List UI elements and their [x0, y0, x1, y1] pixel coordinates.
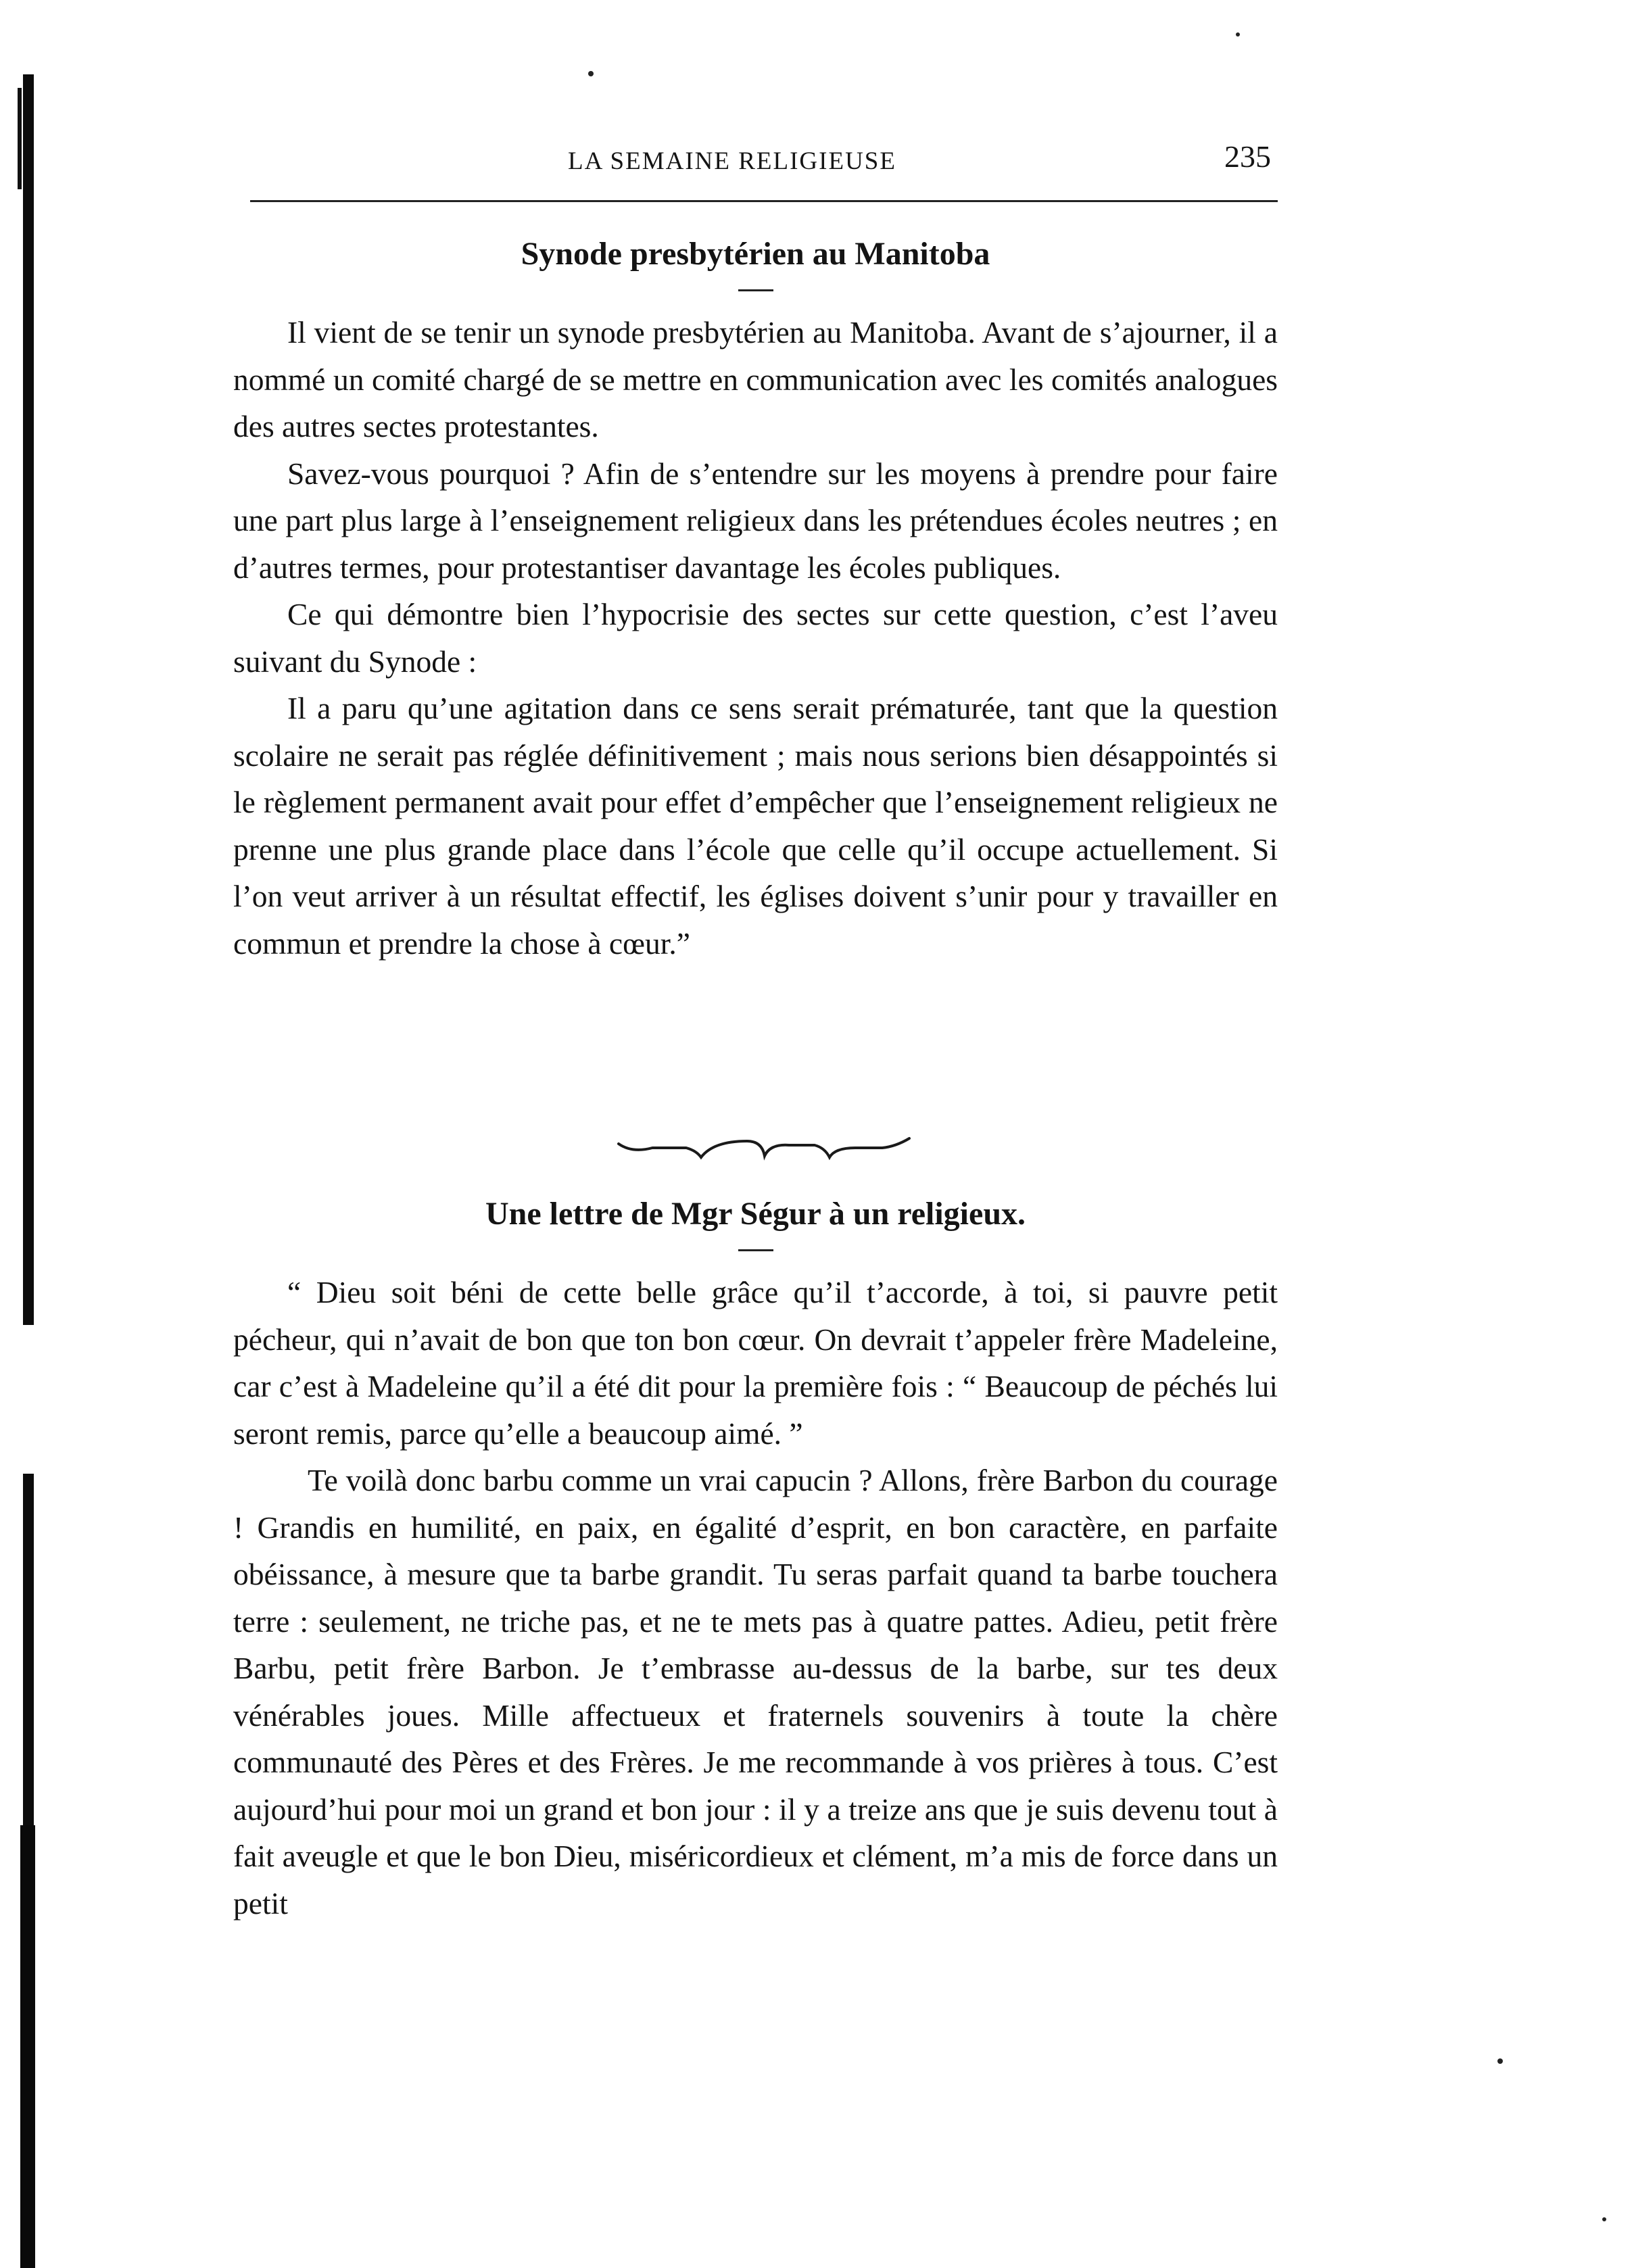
paragraph: “ Dieu soit béni de cette belle grâce qu’il t’accorde, à toi, si pauvre petit pécheur, qui n’avait de bon que ton bon cœur. On devrait t’appeler frère Madeleine, car c’est à Madeleine qu’il a été dit pour la première fois : “ Beaucoup de péchés lui seront remis, parce qu’elle a beaucoup aimé. ”	[233, 1275, 1278, 1451]
ink-speck	[1236, 32, 1240, 37]
page-number: 235	[1224, 139, 1271, 174]
binding-gap	[23, 1325, 34, 1474]
paragraph: Ce qui démontre bien l’hypocrisie des sectes sur cette question, c’est l’aveu suivant du Synode :	[233, 597, 1278, 679]
binding-shadow-lower	[20, 1825, 35, 2268]
running-title: LA SEMAINE RELIGIEUSE	[568, 147, 896, 175]
running-head	[250, 139, 1278, 186]
paragraph: Il a paru qu’une agitation dans ce sens serait prématurée, tant que la question scolaire ne serait pas réglée définitivement ; mais nous serions bien désappointés si le règlement permanent avait pour effet d’empêcher que l’enseignement religieux ne prenne une plus grande place dans l’école que celle qu’il occupe actuellement. Si l’on veut arriver à un résultat effectif, les églises doivent s’unir pour y travailler en commun et prendre la chose à cœur.”	[233, 691, 1278, 961]
ink-speck	[588, 71, 594, 76]
paragraph: Il vient de se tenir un synode presbytérien au Manitoba. Avant de s’ajourner, il a nommé un comité chargé de se mettre en communication avec les comités analogues des autres sectes protestantes.	[233, 315, 1278, 443]
paragraph: Te voilà donc barbu comme un vrai capucin ? Allons, frère Barbon du courage ! Grandis en humilité, en paix, en égalité d’esprit, en bon caractère, en parfaite obéissance, à mesure que ta barbe grandit. Tu seras parfait quand ta barbe touchera terre : seulement, ne triche pas, et ne te mets pas à quatre pattes. Adieu, petit frère Barbu, petit frère Barbon. Je t’embrasse au-dessus de la barbe, sur tes deux vénérables joues. Mille affectueux et fraternels souvenirs à toute la chère communauté des Pères et des Frères. Je me recommande à vos prières à tous. C’est aujourd’hui pour moi un grand et bon jour : il y a treize ans que je suis devenu tout à fait aveugle et que le bon Dieu, miséricordieux et clément, m’a mis de force dans un petit	[233, 1463, 1278, 1921]
header-rule	[250, 200, 1278, 202]
ink-speck	[1497, 2058, 1503, 2064]
ink-speck	[1602, 2217, 1606, 2221]
title-dash	[738, 289, 773, 291]
article-title: Synode presbytérien au Manitoba	[521, 236, 990, 272]
article-synode	[233, 230, 1278, 967]
article-lettre-segur	[233, 1190, 1278, 1927]
title-dash	[738, 1249, 773, 1251]
paragraph: Savez-vous pourquoi ? Afin de s’entendre sur les moyens à prendre pour faire une part plus large à l’enseignement religieux dans les prétendues écoles neutres ; en d’autres termes, pour protestantiser davantage les écoles publiques.	[233, 456, 1278, 585]
article-title: Une lettre de Mgr Ségur à un religieux.	[485, 1196, 1026, 1232]
binding-shadow-top	[18, 88, 22, 189]
section-ornament	[612, 1130, 916, 1171]
